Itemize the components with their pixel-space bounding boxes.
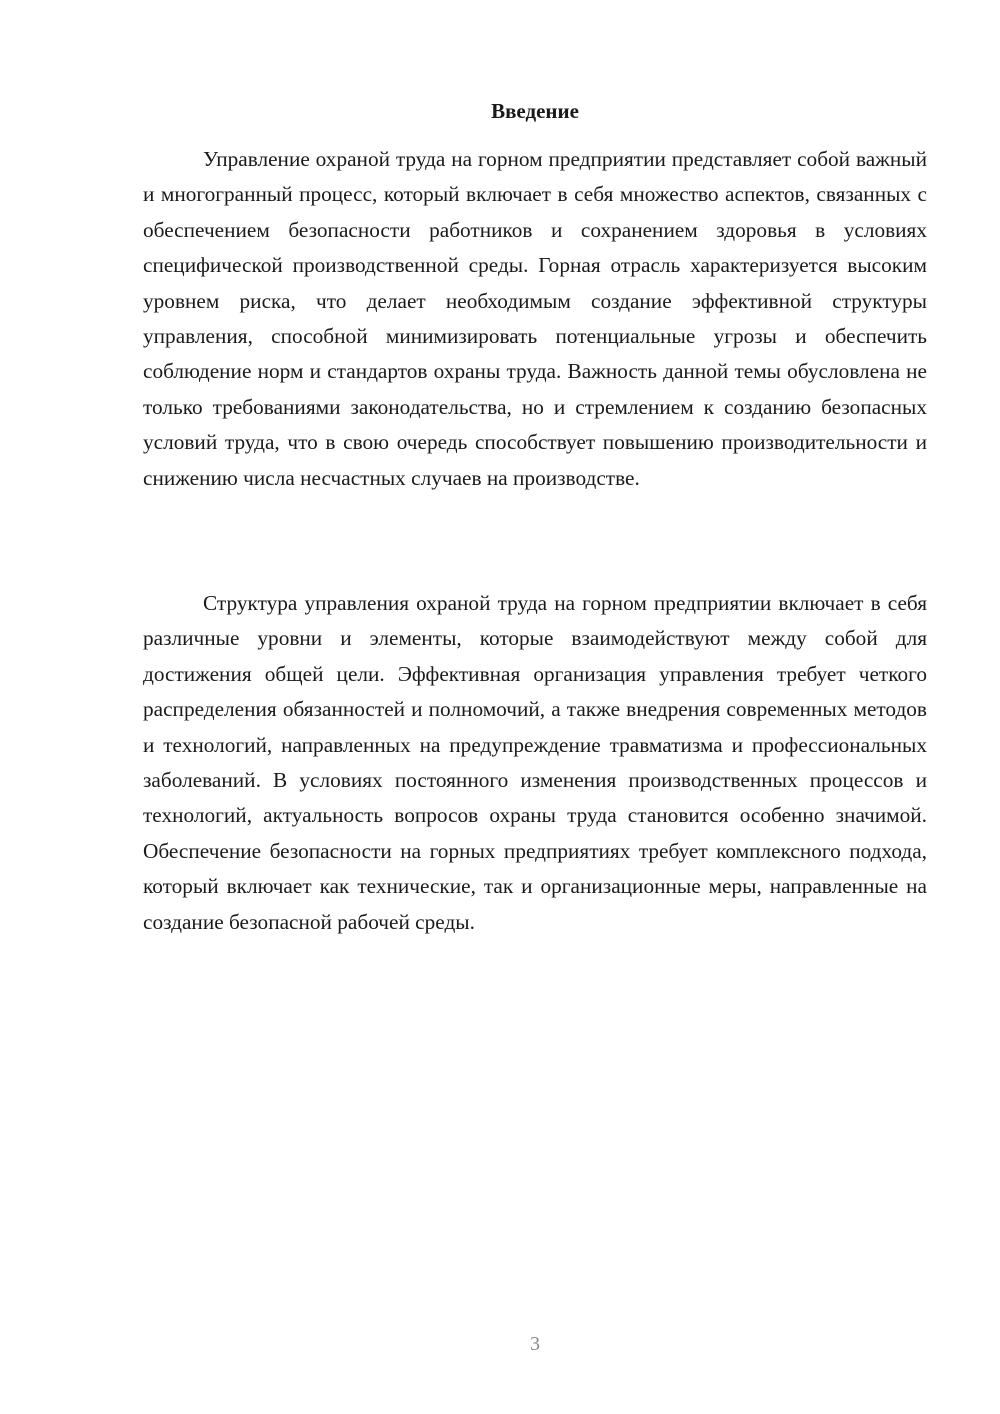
body-paragraph: Структура управления охраной труда на горном предприятии включает в себя различные уровни и элементы, которые взаимодействуют между собой для достижения общей цели. Эффективная организация управления требует четкого распределения обязанностей и полномочий, а также внедрения современных методов и технологий, направленных на предупреждение травматизма и профессиональных заболеваний. В условиях постоянного изменения производственных процессов и технологий, актуальность вопросов охраны труда становится особенно значимой. Обеспечение безопасности на горных предприятиях требует комплексного подхода, который включает как технические, так и организационные меры, направленные на создание безопасной рабочей среды. xyxy=(143,591,927,934)
section-heading: Введение xyxy=(491,99,579,123)
page-number: 3 xyxy=(530,1333,540,1355)
body-paragraph: Управление охраной труда на горном предприятии представляет собой важный и многогранный процесс, который включает в себя множество аспектов, связанных с обеспечением безопасности работников и сохранением здоровья в условиях специфической производственной среды. Горная отрасль характеризуется высоким уровнем риска, что делает необходимым создание эффективной структуры управления, способной минимизировать потенциальные угрозы и обеспечить соблюдение норм и стандартов охраны труда. Важность данной темы обусловлена не только требованиями законодательства, но и стремлением к созданию безопасных условий труда, что в свою очередь способствует повышению производительности и снижению числа несчастных случаев на производстве. xyxy=(143,147,927,490)
